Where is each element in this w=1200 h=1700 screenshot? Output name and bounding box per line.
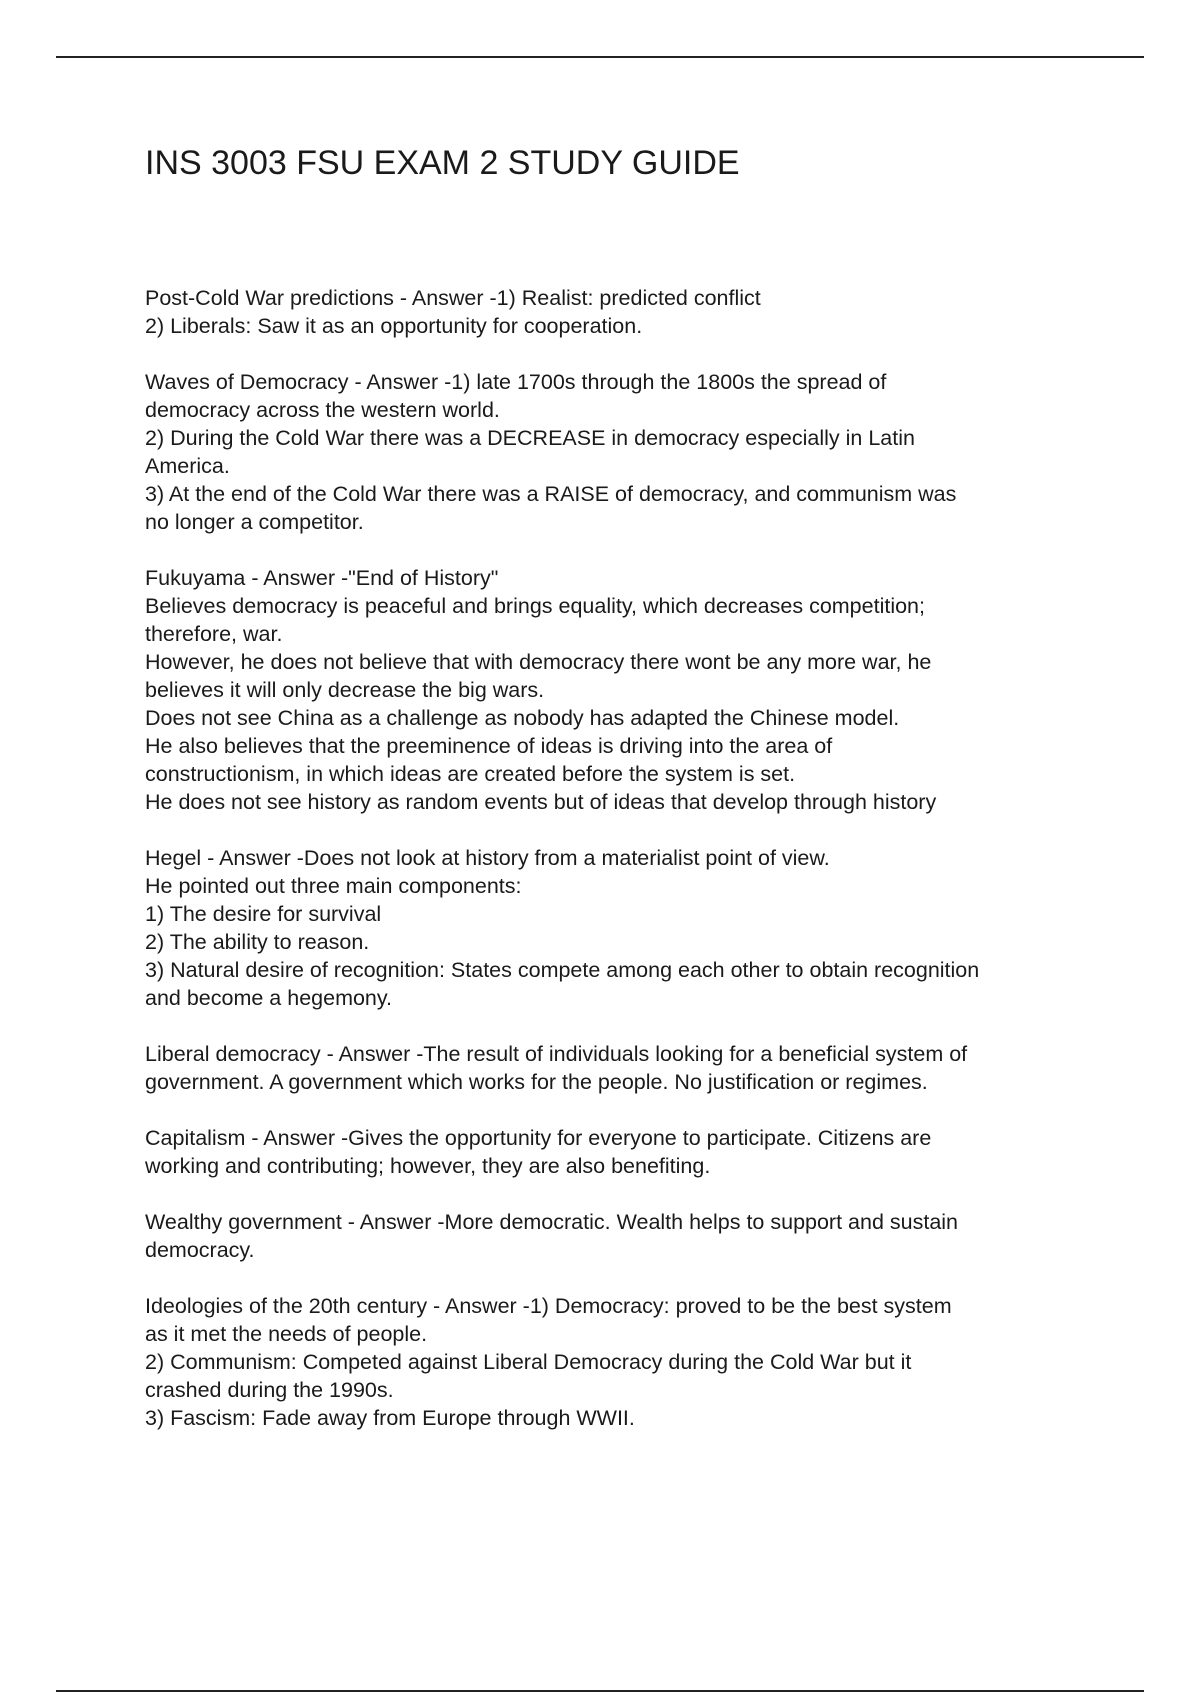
entry-line: Waves of Democracy - Answer -1) late 1700s through the 1800s the spread of xyxy=(145,370,887,394)
entry-line: and become a hegemony. xyxy=(145,986,393,1010)
entry-line: He also believes that the preeminence of ideas is driving into the area of xyxy=(145,734,833,758)
entry-line: democracy. xyxy=(145,1238,255,1262)
entry-line: 2) Communism: Competed against Liberal Democracy during the Cold War but it xyxy=(145,1350,912,1374)
entry-line: Believes democracy is peaceful and brings equality, which decreases competition; xyxy=(145,594,925,618)
entry-line: He does not see history as random events but of ideas that develop through history xyxy=(145,790,937,814)
entry-line: 2) The ability to reason. xyxy=(145,930,370,954)
entry-line: working and contributing; however, they are also benefiting. xyxy=(145,1154,711,1178)
entry-line: 1) The desire for survival xyxy=(145,902,382,926)
top-rule xyxy=(56,56,1144,58)
entry-line: democracy across the western world. xyxy=(145,398,500,422)
entry-post-cold-war-predictions xyxy=(145,284,1105,340)
entry-liberal-democracy xyxy=(145,1040,1105,1096)
entry-wealthy-government xyxy=(145,1208,1105,1264)
entry-line: 3) At the end of the Cold War there was a RAISE of democracy, and communism was xyxy=(145,482,957,506)
entry-line: Liberal democracy - Answer -The result of individuals looking for a beneficial system of xyxy=(145,1042,968,1066)
entry-line: Does not see China as a challenge as nobody has adapted the Chinese model. xyxy=(145,706,900,730)
entry-line: Post-Cold War predictions - Answer -1) Realist: predicted conflict xyxy=(145,286,761,310)
entry-line: constructionism, in which ideas are created before the system is set. xyxy=(145,762,796,786)
entry-capitalism xyxy=(145,1124,1105,1180)
entry-line: 2) During the Cold War there was a DECREASE in democracy especially in Latin xyxy=(145,426,915,450)
entry-line: 3) Fascism: Fade away from Europe through WWII. xyxy=(145,1406,635,1430)
entry-line: Wealthy government - Answer -More democratic. Wealth helps to support and sustain xyxy=(145,1210,959,1234)
entry-line: Capitalism - Answer -Gives the opportunity for everyone to participate. Citizens are xyxy=(145,1126,932,1150)
study-guide-body xyxy=(145,284,1105,1460)
entry-ideologies-20th-century xyxy=(145,1292,1105,1432)
entry-fukuyama xyxy=(145,564,1105,816)
entry-line: 3) Natural desire of recognition: States compete among each other to obtain recognition xyxy=(145,958,980,982)
entry-line: government. A government which works for the people. No justification or regimes. xyxy=(145,1070,928,1094)
document-title: INS 3003 FSU EXAM 2 STUDY GUIDE xyxy=(145,144,740,182)
entry-line: Hegel - Answer -Does not look at history from a materialist point of view. xyxy=(145,846,830,870)
bottom-rule xyxy=(56,1690,1144,1692)
entry-line: therefore, war. xyxy=(145,622,283,646)
entry-line: crashed during the 1990s. xyxy=(145,1378,394,1402)
entry-line: believes it will only decrease the big wars. xyxy=(145,678,545,702)
entry-line: Fukuyama - Answer -"End of History" xyxy=(145,566,499,590)
entry-line: America. xyxy=(145,454,230,478)
entry-line: as it met the needs of people. xyxy=(145,1322,428,1346)
entry-line: However, he does not believe that with democracy there wont be any more war, he xyxy=(145,650,932,674)
entry-line: no longer a competitor. xyxy=(145,510,364,534)
entry-line: Ideologies of the 20th century - Answer -1) Democracy: proved to be the best system xyxy=(145,1294,952,1318)
entry-waves-of-democracy xyxy=(145,368,1105,536)
entry-line: He pointed out three main components: xyxy=(145,874,522,898)
entry-line: 2) Liberals: Saw it as an opportunity for cooperation. xyxy=(145,314,643,338)
entry-hegel xyxy=(145,844,1105,1012)
